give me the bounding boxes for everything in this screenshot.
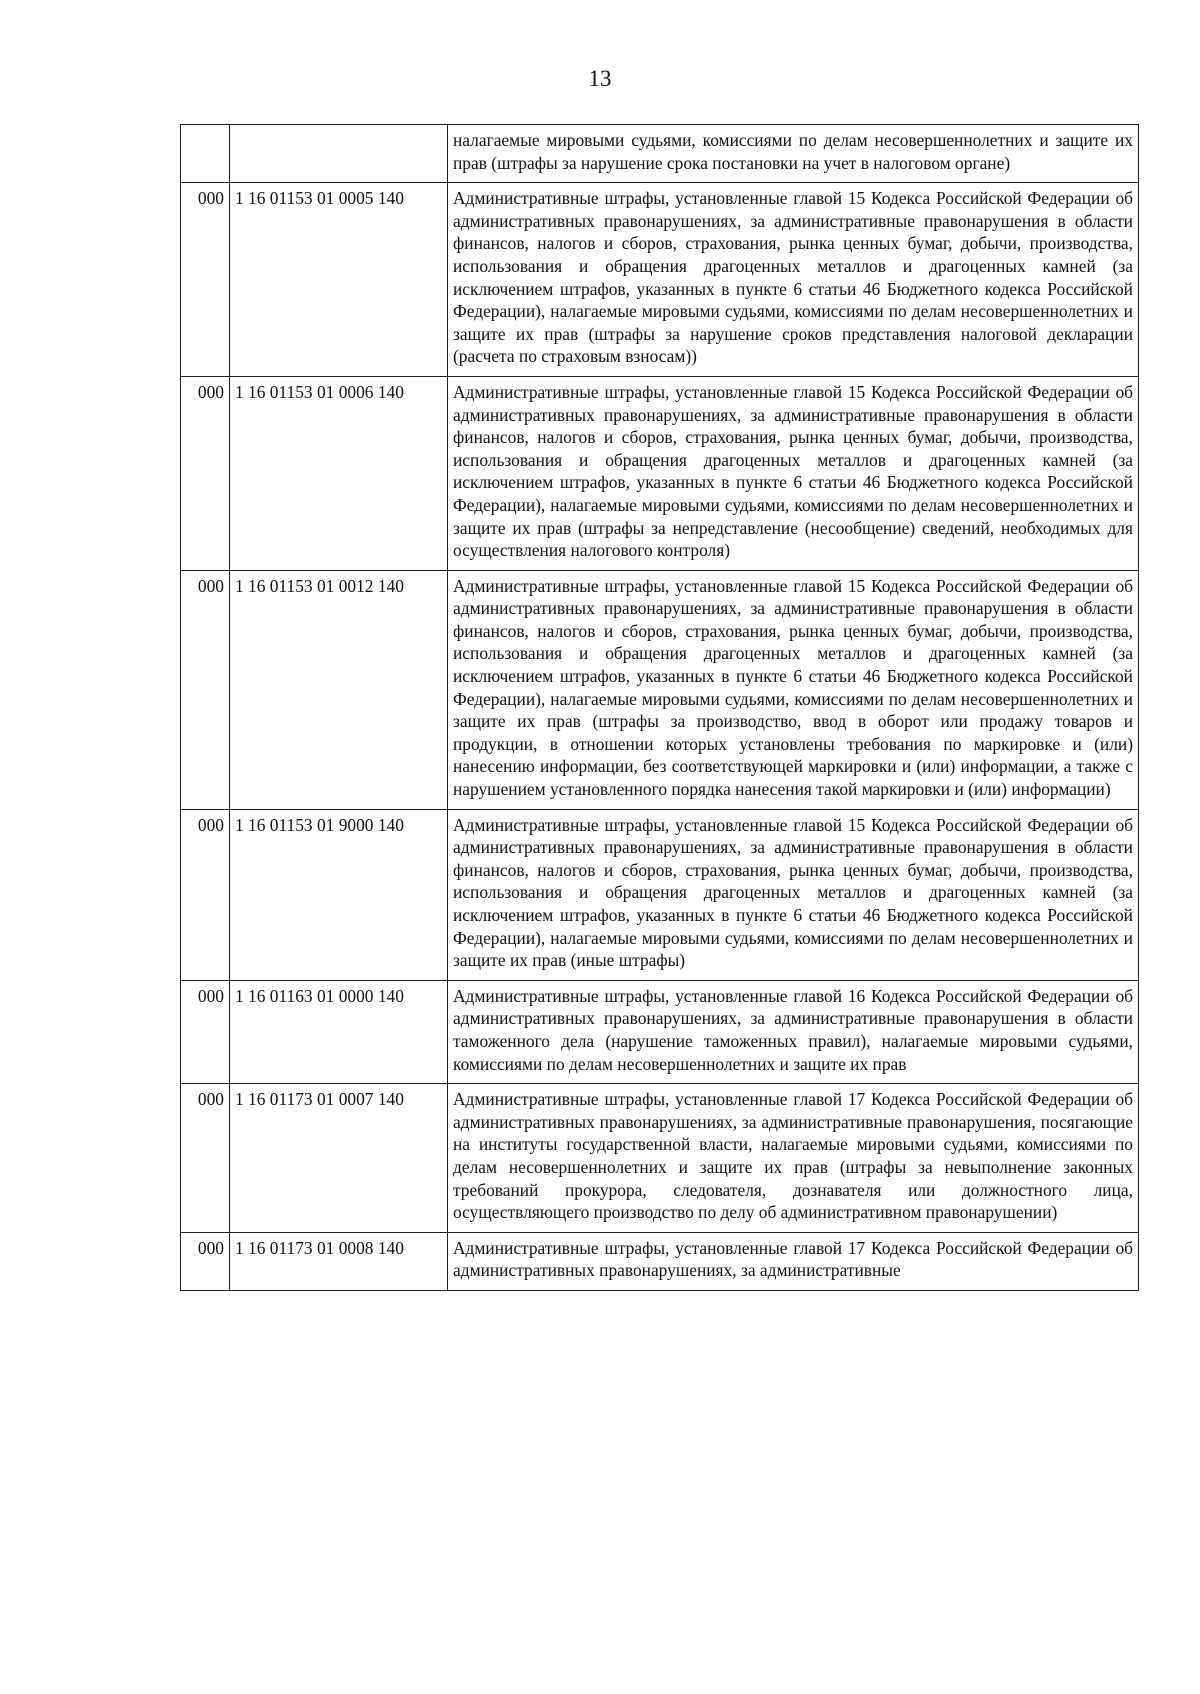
table-row: [181, 376, 1139, 570]
admin-code-cell: 000: [181, 1084, 230, 1233]
table-row: [181, 1232, 1139, 1290]
description-cell: Административные штрафы, установленные главой 15 Кодекса Российской Федерации об административных правонарушениях, за административные правонарушения в области финансов, налогов и сборов, страхования, рынка ценных бумаг, добычи, производства, использования и обращения драгоценных металлов и драгоценных камней (за исключением штрафов, указанных в пункте 6 статьи 46 Бюджетного кодекса Российской Федерации), налагаемые мировыми судьями, комиссиями по делам несовершеннолетних и защите их прав (штрафы за непредставление (несообщение) сведений, необходимых для осуществления налогового контроля): [448, 376, 1139, 570]
admin-code-cell: [181, 125, 230, 183]
budget-code-cell: [230, 125, 448, 183]
admin-code-cell: 000: [181, 376, 230, 570]
page-number: 13: [588, 66, 612, 91]
admin-code-cell: 000: [181, 1232, 230, 1290]
admin-code-cell: 000: [181, 809, 230, 980]
admin-code-cell: 000: [181, 570, 230, 809]
budget-code-cell: 1 16 01153 01 9000 140: [230, 809, 448, 980]
description-cell: Административные штрафы, установленные главой 16 Кодекса Российской Федерации об административных правонарушениях, за административные правонарушения в области таможенного дела (нарушение таможенных правил), налагаемые мировыми судьями, комиссиями по делам несовершеннолетних и защите их прав: [448, 980, 1139, 1083]
table-row: [181, 809, 1139, 980]
description-cell: Административные штрафы, установленные главой 17 Кодекса Российской Федерации об административных правонарушениях, за административные правонарушения, посягающие на институты государственной власти, налагаемые мировыми судьями, комиссиями по делам несовершеннолетних и защите их прав (штрафы за невыполнение законных требований прокурора, следователя, дознавателя или должностного лица, осуществляющего производство по делу об административном правонарушении): [448, 1084, 1139, 1233]
budget-code-cell: 1 16 01153 01 0005 140: [230, 183, 448, 377]
budget-classification-table: [180, 124, 1139, 1291]
table-row: [181, 570, 1139, 809]
admin-code-cell: 000: [181, 980, 230, 1083]
budget-code-cell: 1 16 01153 01 0006 140: [230, 376, 448, 570]
table-row: [181, 980, 1139, 1083]
table-row: [181, 125, 1139, 183]
admin-code-cell: 000: [181, 183, 230, 377]
budget-code-cell: 1 16 01173 01 0008 140: [230, 1232, 448, 1290]
description-cell: Административные штрафы, установленные главой 15 Кодекса Российской Федерации об административных правонарушениях, за административные правонарушения в области финансов, налогов и сборов, страхования, рынка ценных бумаг, добычи, производства, использования и обращения драгоценных металлов и драгоценных камней (за исключением штрафов, указанных в пункте 6 статьи 46 Бюджетного кодекса Российской Федерации), налагаемые мировыми судьями, комиссиями по делам несовершеннолетних и защите их прав (штрафы за нарушение сроков представления налоговой декларации (расчета по страховым взносам)): [448, 183, 1139, 377]
description-cell: Административные штрафы, установленные главой 15 Кодекса Российской Федерации об административных правонарушениях, за административные правонарушения в области финансов, налогов и сборов, страхования, рынка ценных бумаг, добычи, производства, использования и обращения драгоценных металлов и драгоценных камней (за исключением штрафов, указанных в пункте 6 статьи 46 Бюджетного кодекса Российской Федерации), налагаемые мировыми судьями, комиссиями по делам несовершеннолетних и защите их прав (штрафы за производство, ввод в оборот или продажу товаров и продукции, в отношении которых установлены требования по маркировке и (или) нанесению информации, без соответствующей маркировки и (или) информации, а также с нарушением установленного порядка нанесения такой маркировки и (или) информации): [448, 570, 1139, 809]
budget-code-cell: 1 16 01173 01 0007 140: [230, 1084, 448, 1233]
description-cell: Административные штрафы, установленные главой 15 Кодекса Российской Федерации об административных правонарушениях, за административные правонарушения в области финансов, налогов и сборов, страхования, рынка ценных бумаг, добычи, производства, использования и обращения драгоценных металлов и драгоценных камней (за исключением штрафов, указанных в пункте 6 статьи 46 Бюджетного кодекса Российской Федерации), налагаемые мировыми судьями, комиссиями по делам несовершеннолетних и защите их прав (иные штрафы): [448, 809, 1139, 980]
budget-code-cell: 1 16 01163 01 0000 140: [230, 980, 448, 1083]
description-cell: налагаемые мировыми судьями, комиссиями по делам несовершеннолетних и защите их прав (штрафы за нарушение срока постановки на учет в налоговом органе): [448, 125, 1139, 183]
table-row: [181, 1084, 1139, 1233]
description-cell: Административные штрафы, установленные главой 17 Кодекса Российской Федерации об административных правонарушениях, за административные: [448, 1232, 1139, 1290]
table-row: [181, 183, 1139, 377]
budget-code-cell: 1 16 01153 01 0012 140: [230, 570, 448, 809]
